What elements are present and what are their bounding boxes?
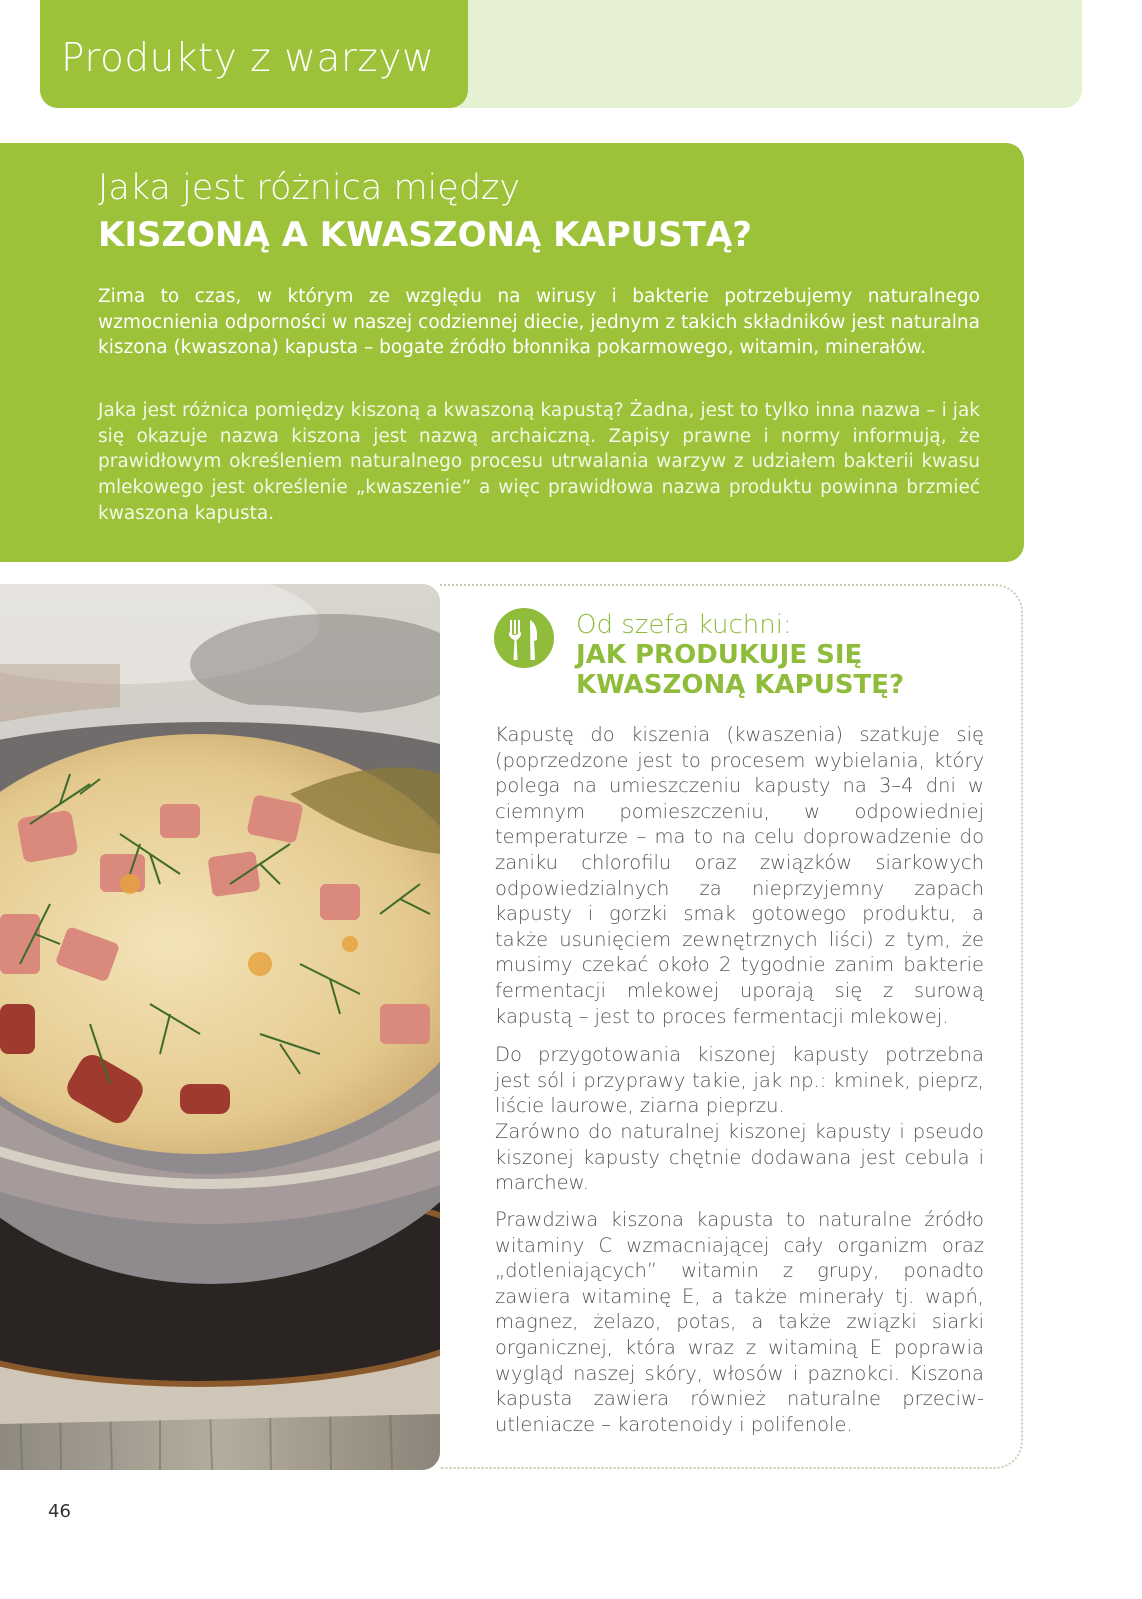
page-number: 46 xyxy=(48,1501,71,1522)
intro-paragraph-1: Zima to czas, w którym ze względu na wirusy i bakterie potrzebujemy naturalnego wzmocnienia odporności w naszej codziennej diecie, jednym z takich składników jest naturalna kiszona (kwaszona) kapusta – bogate źródło błonnika pokarmowego, witamin, minerałów. xyxy=(98,286,980,359)
chef-title-line-1: JAK PRODUKUJE SIĘ xyxy=(576,640,863,670)
chef-title xyxy=(576,640,996,700)
intro-paragraph-2: Jaka jest różnica pomiędzy kiszoną a kwaszoną kapustą? Żadna, jest to tylko inna nazwa – i jak się okazuje nazwa kiszona jest nazwą archaiczną. Zapisy prawne i normy informują, że prawidłowym określeniem naturalnego procesu utrwalania warzyw z udziałem bakterii kwasu mlekowego jest określenie „kwaszenie” a więc prawidłowa nazwa produktu powinna brzmieć kwaszona kapusta. xyxy=(98,400,980,524)
section-title: Produkty z warzyw xyxy=(61,36,435,81)
fork-knife-icon xyxy=(494,608,554,668)
chef-paragraph-3: Zarówno do naturalnej kiszonej kapusty i pseudo kiszonej kapusty chętnie dodawana jest cebula i marchew. xyxy=(495,1120,984,1195)
chef-subtitle: Od szefa kuchni: xyxy=(576,610,792,640)
chef-title-line-2: KWASZONĄ KAPUSTĘ? xyxy=(576,670,905,700)
sauerkraut-bowl-illustration xyxy=(0,584,440,1470)
chef-paragraph-1: Kapustę do kiszenia (kwaszenia) szatkuje się (poprzedzone jest to procesem wybielania, który polega na umieszczeniu kapusty na 3–4 dni w ciemnym pomieszczeniu, w odpowiedniej temperaturze – ma to na celu doprowadzenie do zaniku chlorofilu oraz związków siarkowych odpowiedzialnych za nieprzyjemny zapach kapusty i gorzki smak gotowego produktu, a także usunięciem zewnętrznych liści) z tym, że musimy czekać około 2 tygodnie zanim bakterie fermentacji mlekowej uporają się z surową kapustą – jest to proces fermentacji mlekowej. xyxy=(495,723,984,1028)
chef-paragraph-2: Do przygotowania kiszonej kapusty potrzebna jest sól i przyprawy takie, jak np.: kminek, pieprz, liście laurowe, ziarna pieprzu. xyxy=(495,1043,984,1118)
sauerkraut-photo xyxy=(0,584,440,1470)
chef-paragraph-4: Prawdziwa kiszona kapusta to naturalne źródło witaminy C wzmacniającej cały organizm oraz „dotleniających” witamin z grupy, ponadto zawiera witaminę E, a także minerały tj. wapń, magnez, żelazo, potas, a także związki siarki organicznej, która wraz z witaminą E poprawia wygląd naszej skóry, włosów i paznokci. Kiszona kapusta zawiera również naturalne przeciw-utleniacze – karotenoidy i polifenole. xyxy=(495,1208,984,1436)
intro-title-bold: KISZONĄ A KWASZONĄ KAPUSTĄ? xyxy=(98,215,752,255)
intro-title-light: Jaka jest różnica między xyxy=(98,168,521,208)
